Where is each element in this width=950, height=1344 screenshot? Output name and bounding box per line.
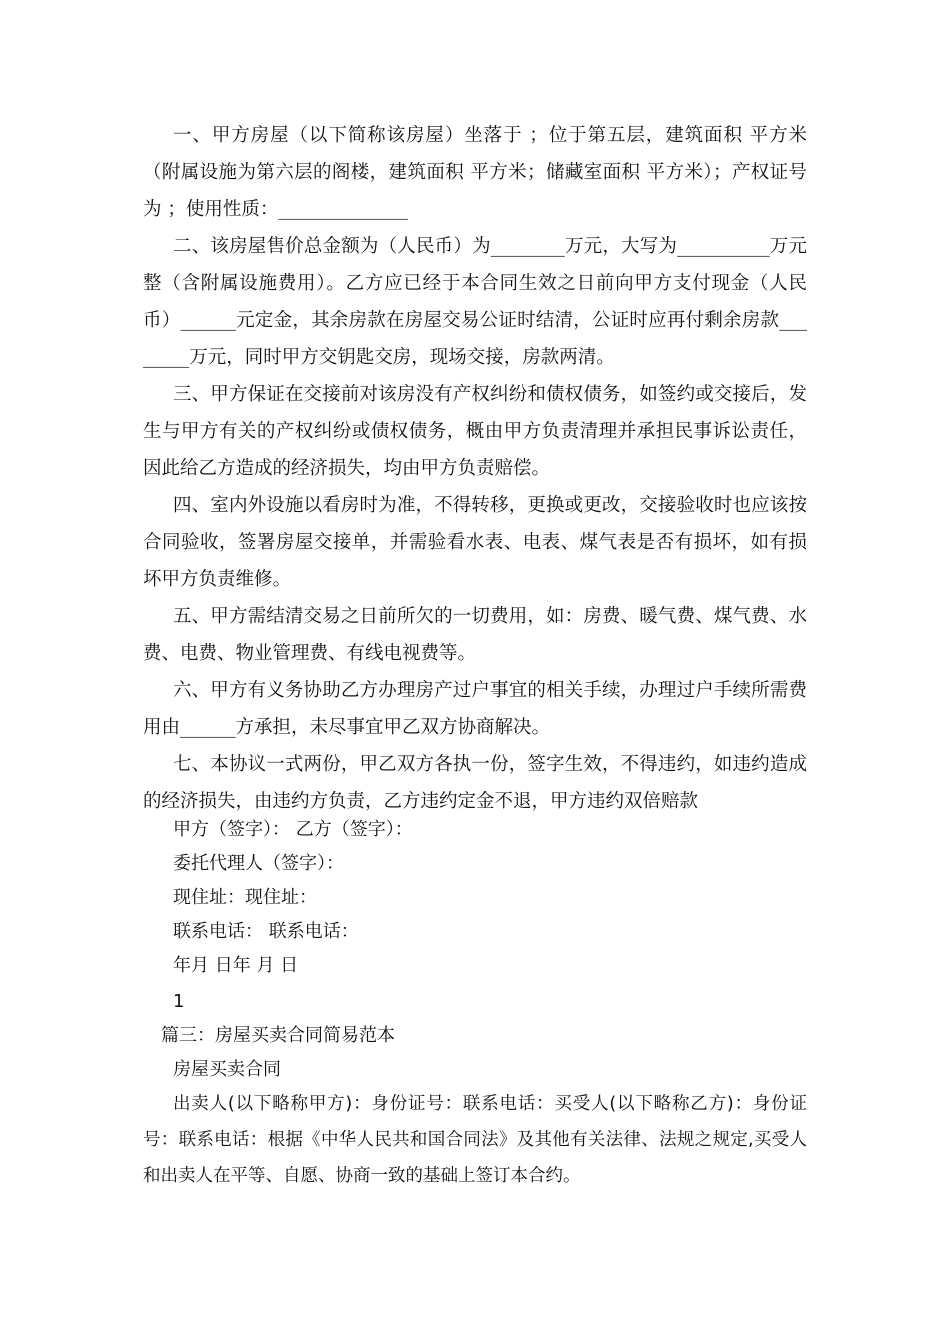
clause-2: 二、该房屋售价总金额为（人民币）为________万元，大写为__________万元整（含附属设施费用）。乙方应已经于本合同生效之日前向甲方支付现金（人民币）______元定金，其余房款在房屋交易公证时结清，公证时应再付剩余房款________万元，同时甲方交钥匙交房，现场交接，房款两清。	[143, 236, 807, 368]
clause-7: 七、本协议一式两份，甲乙双方各执一份，签字生效，不得违约，如违约造成的经济损失，由违约方负责，乙方违约定金不退，甲方违约双倍赔款	[143, 754, 807, 812]
contract-intro: 出卖人(以下略称甲方)：身份证号：联系电话：买受人(以下略称乙方)：身份证号：联系电话：根据《中华人民共和国合同法》及其他有关法律、法规之规定,买受人和出卖人在平等、自愿、协商一致的基础上签订本合约。	[143, 1094, 807, 1186]
section-title: 篇三：房屋买卖合同简易范本	[161, 1025, 395, 1046]
signature-phone: 联系电话： 联系电话：	[173, 921, 359, 942]
signature-address: 现住址：现住址：	[173, 887, 317, 908]
signature-agent: 委托代理人（签字）：	[173, 853, 344, 874]
clause-6: 六、甲方有义务协助乙方办理房产过户事宜的相关手续，办理过户手续所需费用由______方承担，未尽事宜甲乙双方协商解决。	[143, 680, 807, 738]
signature-date: 年月 日年 月 日	[173, 955, 299, 976]
clause-5: 五、甲方需结清交易之日前所欠的一切费用，如：房费、暖气费、煤气费、水费、电费、物业管理费、有线电视费等。	[143, 606, 807, 664]
clause-1: 一、甲方房屋（以下简称该房屋）坐落于 ；位于第五层，建筑面积 平方米（附属设施为第六层的阁楼，建筑面积 平方米；储藏室面积 平方米）；产权证号为 ；使用性质：______________	[143, 125, 807, 220]
signature-parties: 甲方（签字）： 乙方（签字）：	[173, 819, 413, 840]
clause-3: 三、甲方保证在交接前对该房没有产权纠纷和债权债务，如签约或交接后，发生与甲方有关的产权纠纷或债权债务，概由甲方负责清理并承担民事诉讼责任，因此给乙方造成的经济损失，均由甲方负责赔偿。	[143, 384, 807, 479]
clause-4: 四、室内外设施以看房时为准，不得转移，更换或更改，交接验收时也应该按合同验收，签署房屋交接单，并需验看水表、电表、煤气表是否有损坏，如有损坏甲方负责维修。	[143, 495, 807, 590]
page-number: 1	[173, 991, 185, 1012]
contract-title: 房屋买卖合同	[173, 1059, 281, 1080]
